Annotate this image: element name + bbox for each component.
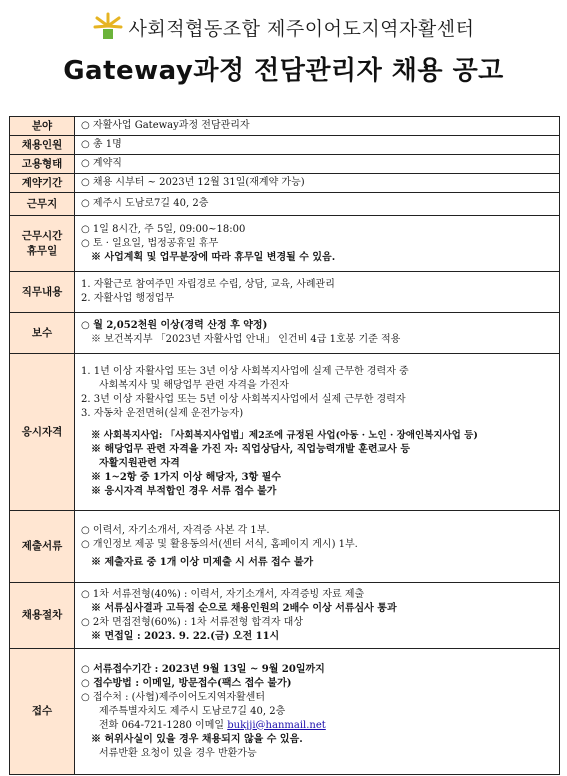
document-line: ○ 개인정보 제공 및 활용동의서(센터 서식, 홈페이지 게시) 1부. xyxy=(81,538,358,550)
qualification-note: ※ 응시자격 부적합인 경우 서류 접수 불가 xyxy=(91,486,277,497)
email-link[interactable]: bukjji@hanmail.net xyxy=(227,719,326,731)
row-employment-type xyxy=(10,155,560,174)
content-documents xyxy=(75,511,560,583)
application-note: ※ 허위사실이 있을 경우 채용되지 않을 수 있음. xyxy=(91,733,303,745)
content-process xyxy=(75,583,560,649)
contract-period-value: ○ 채용 시부터 ~ 2023년 12월 31일(재계약 가능) xyxy=(81,177,305,188)
label-contract-period: 계약기간 xyxy=(10,174,75,193)
row-workplace xyxy=(10,193,560,216)
content-field xyxy=(75,117,560,136)
label-hours-line1: 근무시간 xyxy=(21,229,63,242)
process-line: ○ 2차 면접전형(60%) : 1차 서류전형 합격자 대상 xyxy=(81,616,303,628)
row-application xyxy=(10,649,560,775)
organization-logo-icon xyxy=(93,12,123,42)
page-title: Gateway과정 전담관리자 채용 공고 xyxy=(63,56,504,86)
application-line: ○ 서류접수기간 : 2023년 9월 13일 ~ 9월 20일까지 xyxy=(81,663,325,675)
label-headcount: 채용인원 xyxy=(10,136,75,155)
field-value: ○ 자활사업 Gateway과정 전담관리자 xyxy=(81,120,250,131)
document-note: ※ 제출자료 중 1개 이상 미제출 시 서류 접수 불가 xyxy=(91,556,314,568)
label-duties: 직무내용 xyxy=(10,272,75,313)
job-posting-table xyxy=(9,116,560,775)
hours-line: ○ 1일 8시간, 주 5일, 09:00~18:00 xyxy=(81,223,246,235)
label-process: 채용절차 xyxy=(10,583,75,649)
qualification-line: 1. 1년 이상 자활사업 또는 3년 이상 사회복지사업에 실제 근무한 경력자 중 xyxy=(81,366,409,377)
label-documents: 제출서류 xyxy=(10,511,75,583)
headcount-value: ○ 총 1명 xyxy=(81,139,122,150)
duties-line: 2. 자활사업 행정업무 xyxy=(81,293,175,304)
content-qualifications xyxy=(75,354,560,511)
content-salary xyxy=(75,313,560,354)
workplace-value: ○ 제주시 도남로7길 40, 2층 xyxy=(81,198,209,209)
row-salary xyxy=(10,313,560,354)
row-hours xyxy=(10,216,560,272)
content-application xyxy=(75,649,560,775)
application-note: 서류반환 요청이 있을 경우 반환가능 xyxy=(99,747,257,759)
content-headcount xyxy=(75,136,560,155)
qualification-note: ※ 1~2항 중 1가지 이상 해당자, 3항 필수 xyxy=(91,472,281,483)
content-hours xyxy=(75,216,560,272)
row-qualifications xyxy=(10,354,560,511)
qualification-note: ※ 해당업무 관련 자격을 가진 자: 직업상담사, 직업능력개발 훈련교사 등 xyxy=(91,444,410,455)
content-employment-type xyxy=(75,155,560,174)
hours-note: ※ 사업계획 및 업무분장에 따라 휴무일 변경될 수 있음. xyxy=(91,251,336,263)
content-contract-period xyxy=(75,174,560,193)
process-note: ※ 면접일 : 2023. 9. 22.(금) 오전 11시 xyxy=(91,630,280,642)
salary-line: ○ 월 2,052천원 이상(경력 산정 후 약정) xyxy=(81,320,268,331)
label-application: 접수 xyxy=(10,649,75,775)
hours-line: ○ 토 · 일요일, 법정공휴일 휴무 xyxy=(81,237,219,249)
label-qualifications: 응시자격 xyxy=(10,354,75,511)
row-duties xyxy=(10,272,560,313)
label-workplace: 근무지 xyxy=(10,193,75,216)
qualification-line: 3. 자동차 운전면허(실제 운전가능자) xyxy=(81,408,244,419)
row-headcount xyxy=(10,136,560,155)
label-hours xyxy=(10,216,75,272)
header xyxy=(0,0,567,108)
qualification-note: ※ 사회복지사업: 「사회복지사업법」제2조에 규정된 사업(아동 · 노인 · 장애인복지사업 등) xyxy=(91,430,478,441)
qualification-line: 사회복지사 및 해당업무 관련 자격을 가진자 xyxy=(99,380,289,391)
application-contact xyxy=(81,719,553,733)
application-line: ○ 접수방법 : 이메일, 방문접수(팩스 접수 불가) xyxy=(81,677,292,689)
row-process xyxy=(10,583,560,649)
process-line: ○ 1차 서류전형(40%) : 이력서, 자기소개서, 자격증빙 자료 제출 xyxy=(81,588,365,600)
org-banner xyxy=(0,10,567,44)
row-documents xyxy=(10,511,560,583)
content-workplace xyxy=(75,193,560,216)
label-salary: 보수 xyxy=(10,313,75,354)
salary-note: ※ 보건복지부 「2023년 자활사업 안내」 인건비 4급 1호봉 기준 적용 xyxy=(91,334,401,345)
document-line: ○ 이력서, 자기소개서, 자격증 사본 각 1부. xyxy=(81,524,270,536)
application-line: ○ 접수처 : (사협)제주이어도지역자활센터 xyxy=(81,691,265,703)
application-address: 제주특별자치도 제주시 도남로7길 40, 2층 xyxy=(99,705,286,717)
process-note: ※ 서류심사결과 고득점 순으로 채용인원의 2배수 이상 서류심사 통과 xyxy=(91,602,397,614)
org-name: 사회적협동조합 제주이어도지역자활센터 xyxy=(128,17,475,40)
label-employment-type: 고용형태 xyxy=(10,155,75,174)
content-duties xyxy=(75,272,560,313)
employment-type-value: ○ 계약직 xyxy=(81,158,122,169)
label-hours-line2: 휴무일 xyxy=(26,244,58,257)
row-field xyxy=(10,117,560,136)
row-contract-period xyxy=(10,174,560,193)
qualification-note: 자활지원관련 자격 xyxy=(99,458,180,469)
duties-line: 1. 자활근로 참여주민 자립경로 수립, 상담, 교육, 사례관리 xyxy=(81,279,335,290)
label-field: 분야 xyxy=(10,117,75,136)
phone-label: 전화 064-721-1280 이메일 xyxy=(99,719,225,731)
qualification-line: 2. 3년 이상 자활사업 또는 5년 이상 사회복지사업에서 실제 근무한 경력자 xyxy=(81,394,406,405)
